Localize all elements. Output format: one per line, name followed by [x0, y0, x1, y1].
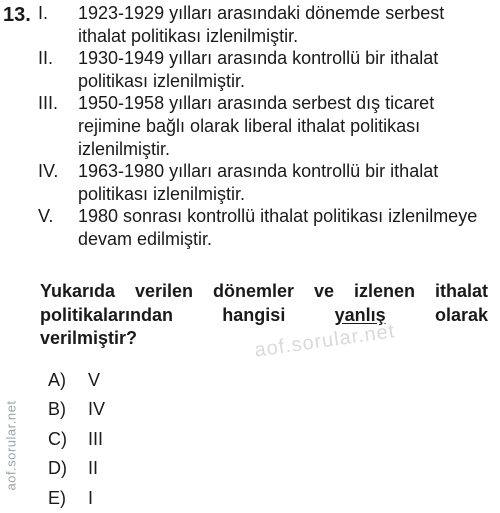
statement-text: 1923-1929 yılları arasındaki dönemde serbest ithalat politikası izlenilmiştir.: [78, 3, 445, 46]
option-text: I: [88, 487, 94, 508]
stem-keyword-underlined: yanlış: [334, 304, 386, 325]
watermark-vertical: aof.sorular.net: [3, 400, 19, 491]
stem-line-2: [40, 304, 488, 328]
answer-options: [48, 366, 105, 513]
option-letter: B): [48, 399, 66, 420]
option-text: IV: [88, 399, 106, 420]
option-text: III: [88, 428, 104, 449]
option-text: V: [88, 370, 101, 390]
statement-numeral: I.: [38, 3, 49, 23]
statement-numeral: IV.: [38, 161, 59, 182]
option-text: II: [88, 458, 99, 479]
option-letter: D): [48, 458, 67, 479]
stem-line-2-after: olarak: [434, 304, 488, 325]
statement-item: [38, 160, 493, 205]
stem-line-3: verilmiştir?: [40, 328, 138, 348]
statement-numeral: V.: [38, 206, 54, 227]
question-number: 13.: [3, 4, 31, 26]
answer-option-a[interactable]: [48, 366, 105, 395]
option-letter: A): [48, 370, 66, 390]
option-letter: C): [48, 428, 67, 449]
watermark-diagonal: aof.sorular.net: [253, 320, 397, 362]
statement-numeral: III.: [38, 93, 59, 114]
statement-item: [38, 205, 493, 250]
option-letter: E): [48, 487, 66, 508]
answer-option-e[interactable]: [48, 484, 105, 513]
answer-option-b[interactable]: [48, 395, 105, 424]
stem-line-2-before: politikalarından hangisi: [40, 304, 286, 325]
answer-option-c[interactable]: [48, 425, 105, 454]
statement-item: [38, 47, 493, 92]
answer-option-d[interactable]: [48, 454, 105, 483]
statement-text: 1950-1958 yılları arasında serbest dış ticaret rejimine bağlı olarak liberal ithalat politikası izlenilmiştir.: [78, 93, 435, 159]
statement-list: [38, 2, 493, 251]
statement-item: [38, 2, 493, 47]
statement-text: 1980 sonrası kontrollü ithalat politikası izlenilmeye devam edilmiştir.: [78, 206, 478, 249]
statement-item: [38, 92, 493, 160]
statement-numeral: II.: [38, 48, 54, 69]
stem-line-1: Yukarıda verilen dönemler ve izlenen ithalat: [40, 281, 488, 301]
statement-text: 1930-1949 yılları arasında kontrollü bir ithalat politikası izlenilmiştir.: [78, 48, 439, 91]
statement-text: 1963-1980 yılları arasında kontrollü bir ithalat politikası izlenilmiştir.: [78, 161, 439, 204]
